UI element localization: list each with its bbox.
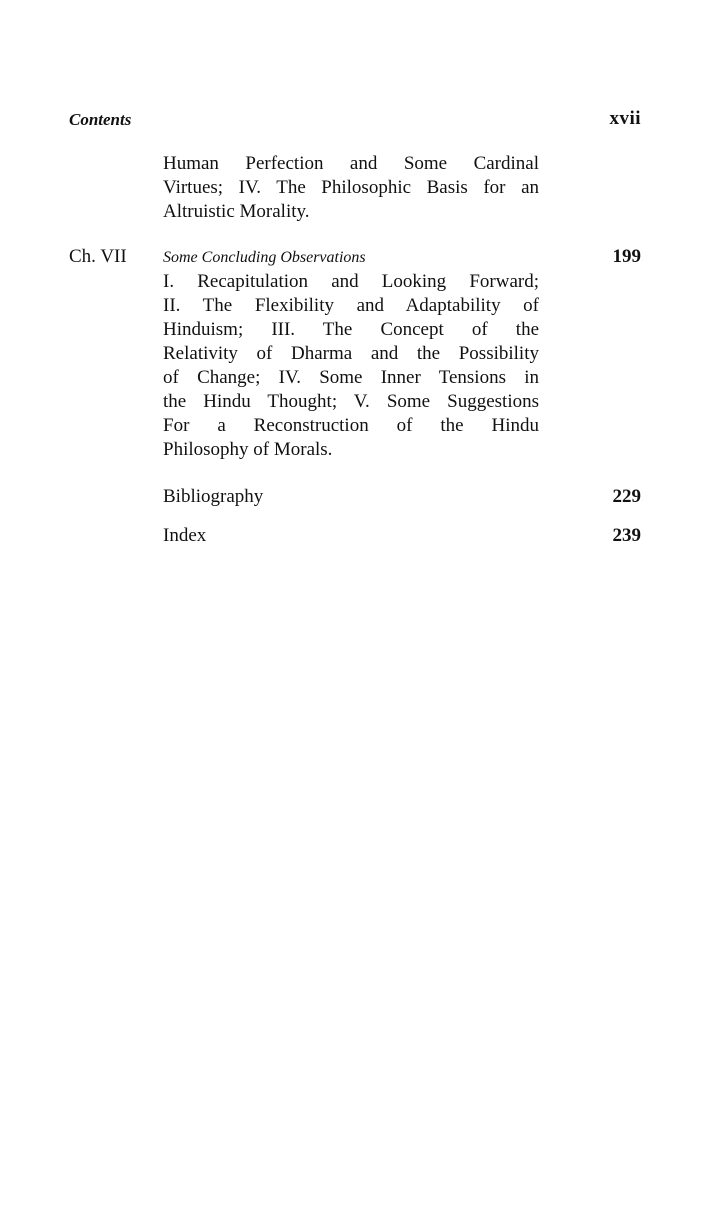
chapter-title: Some Concluding Observations bbox=[163, 249, 366, 266]
entry-line: Human Perfection and Some Cardinal bbox=[163, 153, 539, 174]
chapter-page-number: 199 bbox=[612, 246, 641, 267]
entry-line: II. The Flexibility and Adaptability of bbox=[163, 295, 539, 316]
bibliography-page-number: 229 bbox=[612, 486, 641, 507]
entry-line: of Change; IV. Some Inner Tensions in bbox=[163, 367, 539, 388]
index-entry: Index bbox=[163, 525, 207, 546]
entry-line: Virtues; IV. The Philosophic Basis for an bbox=[163, 177, 539, 198]
index-page-number: 239 bbox=[612, 525, 641, 546]
entry-line: Relativity of Dharma and the Possibility bbox=[163, 343, 539, 364]
chapter-vii-entry bbox=[163, 246, 539, 462]
continued-entry bbox=[163, 152, 539, 224]
bibliography-entry: Bibliography bbox=[163, 486, 264, 507]
page-folio: xvii bbox=[609, 108, 641, 129]
entry-line: Philosophy of Morals. bbox=[163, 439, 333, 460]
entry-line: the Hindu Thought; V. Some Suggestions bbox=[163, 391, 539, 412]
entry-line: I. Recapitulation and Looking Forward; bbox=[163, 271, 539, 292]
entry-line: For a Reconstruction of the Hindu bbox=[163, 415, 539, 436]
entry-line: Hinduism; III. The Concept of the bbox=[163, 319, 539, 340]
running-head-title: Contents bbox=[69, 110, 132, 129]
entry-line: Altruistic Morality. bbox=[163, 201, 310, 222]
chapter-label: Ch. VII bbox=[69, 246, 127, 267]
